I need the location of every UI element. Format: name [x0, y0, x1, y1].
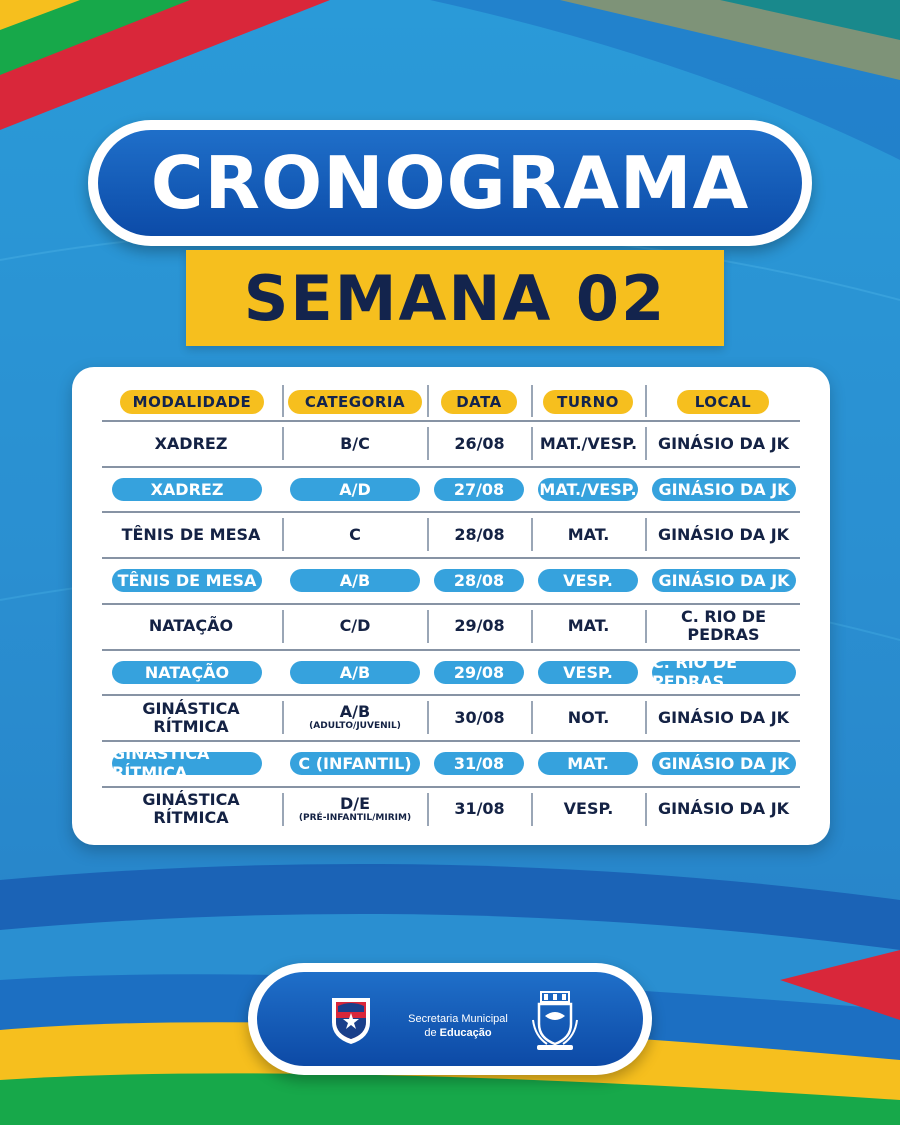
cell-categoria: C (INFANTIL) [298, 753, 412, 773]
municipal-coat-of-arms-icon [529, 990, 581, 1052]
cell-modalidade: XADREZ [150, 479, 224, 499]
footer-banner [248, 963, 652, 1075]
cell-turno-text: MAT. [567, 524, 610, 544]
cell-turno: VESP. [563, 571, 613, 591]
cell-categoria [284, 787, 426, 832]
cell-local [647, 787, 800, 832]
header-categoria: CATEGORIA [288, 390, 422, 414]
column-divider [531, 385, 533, 417]
cell-turno: MAT. [567, 753, 609, 773]
cell-categoria-text: C [349, 524, 361, 544]
column-divider [282, 385, 284, 417]
cell-local [647, 695, 800, 740]
table-row [72, 512, 830, 557]
cell-modalidade-text: XADREZ [154, 433, 228, 453]
shield-crest-icon [328, 994, 374, 1046]
cell-categoria [284, 421, 426, 466]
table-row [72, 421, 830, 466]
cell-data [429, 604, 530, 649]
cell-local: GINÁSIO DA JK [658, 479, 790, 499]
footer-banner-inner [257, 972, 643, 1066]
cell-modalidade [102, 604, 280, 649]
cell-data-text: 31/08 [454, 799, 505, 819]
title-banner-inner [98, 130, 802, 236]
cell-modalidade [102, 695, 280, 740]
cell-data: 27/08 [453, 479, 505, 499]
cell-turno [533, 695, 644, 740]
cell-modalidade: NATAÇÃO [144, 662, 230, 682]
cell-categoria-text: A/B [339, 702, 371, 722]
header-local: LOCAL [677, 390, 769, 414]
footer-line2 [393, 1026, 523, 1040]
cell-data: 31/08 [453, 753, 505, 773]
footer-line2-prefix: de [424, 1027, 440, 1039]
cell-categoria: A/B [339, 571, 371, 591]
cell-categoria-subtext: (PRÉ-INFANTIL/MIRIM) [298, 812, 412, 823]
cell-modalidade: TÊNIS DE MESA [117, 571, 257, 591]
cell-turno [533, 604, 644, 649]
cell-local-text: GINÁSIO DA JK [657, 799, 790, 819]
table-row [72, 695, 830, 740]
page-subtitle: SEMANA 02 [243, 261, 667, 335]
cell-turno-text: MAT. [567, 616, 610, 636]
cell-turno [533, 421, 644, 466]
footer-line1: Secretaria Municipal [408, 1013, 508, 1025]
cell-local [647, 512, 800, 557]
table-row [72, 604, 830, 649]
cell-categoria-text: D/E [339, 793, 371, 813]
cell-data: 29/08 [453, 662, 505, 682]
cell-modalidade-text: GINÁSTICA RÍTMICA [142, 698, 240, 736]
cell-local [647, 421, 800, 466]
cell-categoria-subtext: (ADULTO/JUVENIL) [309, 721, 401, 732]
cell-modalidade-text: TÊNIS DE MESA [121, 524, 261, 544]
cell-data-text: 29/08 [454, 616, 505, 636]
cell-categoria [284, 695, 426, 740]
cell-modalidade [102, 512, 280, 557]
table-row [72, 741, 830, 786]
column-divider [645, 385, 647, 417]
cell-local-text: GINÁSIO DA JK [657, 524, 790, 544]
cell-data [429, 512, 530, 557]
cell-local-text: GINÁSIO DA JK [657, 433, 790, 453]
cell-modalidade [102, 787, 280, 832]
cell-turno [533, 512, 644, 557]
cell-modalidade: GINÁSTICA RÍTMICA [112, 744, 210, 783]
cell-local-text: GINÁSIO DA JK [657, 707, 790, 727]
cell-local: C. RIO DE PEDRAS [652, 653, 738, 691]
cell-categoria [284, 604, 426, 649]
column-divider [427, 385, 429, 417]
table-row [72, 467, 830, 512]
table-row [72, 787, 830, 832]
cell-data [429, 787, 530, 832]
cell-turno [533, 787, 644, 832]
cell-categoria [284, 512, 426, 557]
table-row [72, 650, 830, 695]
cell-turno: VESP. [563, 662, 613, 682]
title-banner [88, 120, 812, 246]
cell-data-text: 28/08 [454, 524, 505, 544]
cell-turno: MAT./VESP. [539, 479, 637, 499]
header-modalidade: MODALIDADE [120, 390, 264, 414]
cell-turno-text: NOT. [567, 707, 610, 727]
table-row [72, 558, 830, 603]
cell-turno-text: MAT./VESP. [539, 433, 638, 453]
header-data: DATA [441, 390, 517, 414]
cell-categoria: A/D [339, 479, 371, 499]
footer-text [393, 1012, 523, 1040]
cell-data-text: 26/08 [454, 433, 505, 453]
cell-local: GINÁSIO DA JK [658, 753, 790, 773]
cell-categoria: A/B [339, 662, 371, 682]
header-turno: TURNO [543, 390, 633, 414]
cell-modalidade-text: NATAÇÃO [148, 616, 234, 636]
cell-data: 28/08 [453, 571, 505, 591]
subtitle-banner [186, 250, 724, 346]
cell-categoria-text: C/D [339, 616, 371, 636]
cell-local [647, 604, 800, 649]
cell-data [429, 695, 530, 740]
cell-modalidade-text: GINÁSTICA RÍTMICA [142, 790, 240, 828]
footer-line2-bold: Educação [439, 1027, 492, 1039]
cell-modalidade [102, 421, 280, 466]
cell-local: GINÁSIO DA JK [658, 571, 790, 591]
cell-categoria-text: B/C [340, 433, 370, 453]
page-title: CRONOGRAMA [150, 141, 750, 225]
cell-local-text: C. RIO DE PEDRAS [680, 607, 767, 645]
cell-data [429, 421, 530, 466]
cell-data-text: 30/08 [454, 707, 505, 727]
schedule-table [72, 367, 830, 845]
cell-turno-text: VESP. [563, 799, 614, 819]
